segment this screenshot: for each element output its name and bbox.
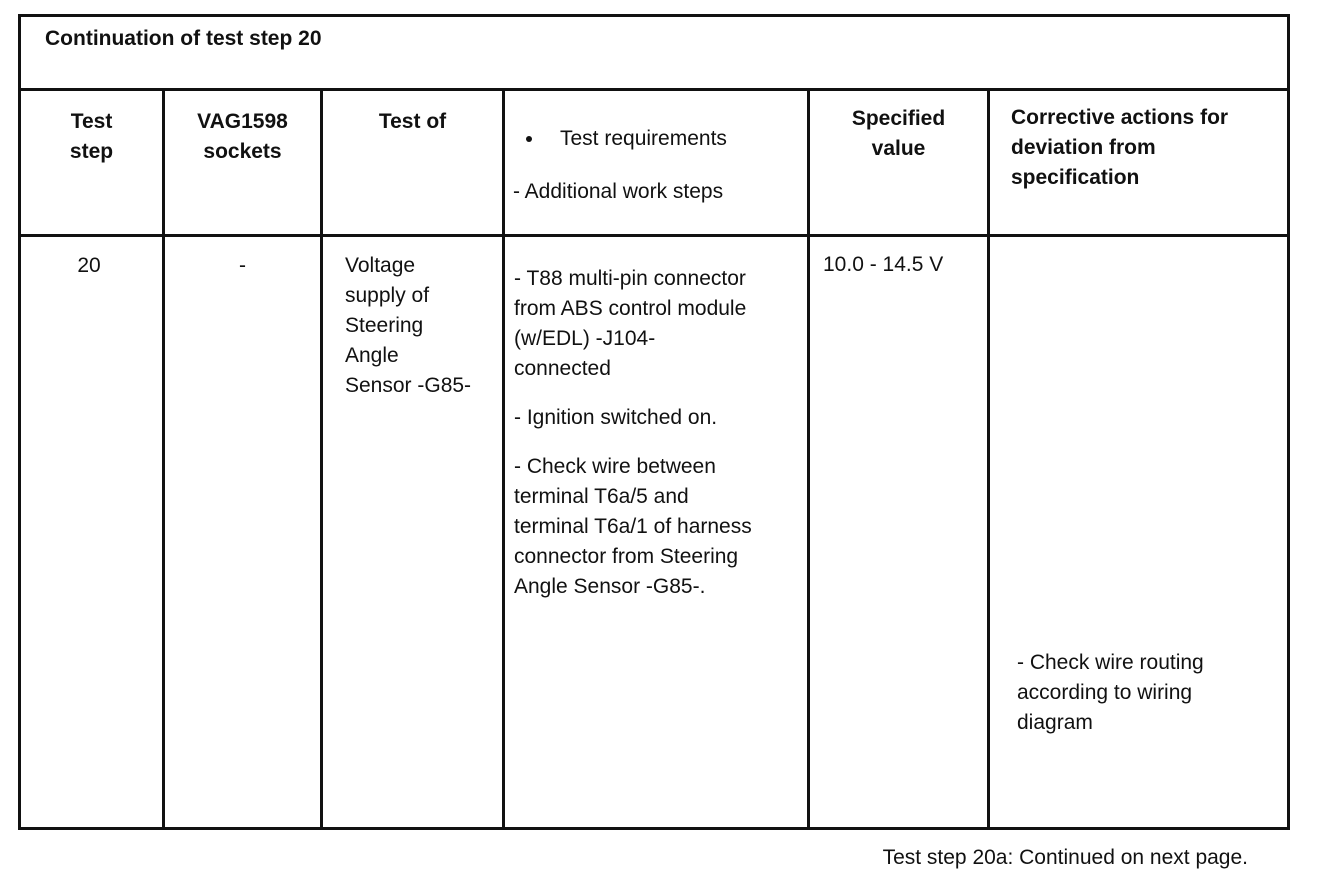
requirement-item: - T88 multi-pin connector from ABS control module (w/EDL) -J104- connected [514,267,747,380]
requirement-item: - Check wire between terminal T6a/5 and terminal T6a/1 of harness connector from Steering Angle Sensor -G85-. [514,455,752,598]
continuation-note: Test step 20a: Continued on next page. [882,846,1248,869]
cell-corrective-actions: - Check wire routing according to wiring diagram [1017,651,1204,734]
column-divider [987,91,990,827]
table-title-row [21,17,1287,91]
column-divider [807,91,810,827]
cell-specified-value: 10.0 - 14.5 V [823,253,944,276]
header-divider [21,234,1287,237]
cell-test-step: 20 [77,254,101,277]
test-table [18,14,1290,830]
header-additional-steps: - Additional work steps [513,180,724,203]
header-test-of: Test of [378,110,447,133]
header-test-step: Test step [69,110,114,163]
table-title: Continuation of test step 20 [45,27,322,50]
requirement-item: - Ignition switched on. [514,406,718,429]
bullet-icon [526,136,532,142]
column-divider [162,91,165,827]
cell-sockets: - [239,254,246,277]
column-divider [320,91,323,827]
header-test-requirements: Test requirements [520,124,727,154]
header-corrective-actions: Corrective actions for deviation from specification [1011,106,1229,189]
cell-test-of: Voltage supply of Steering Angle Sensor -G85- [345,254,472,397]
header-sockets: VAG1598 sockets [197,110,288,163]
column-divider [502,91,505,827]
header-specified-value: Specified value [851,107,946,160]
cell-test-requirements [514,264,752,621]
